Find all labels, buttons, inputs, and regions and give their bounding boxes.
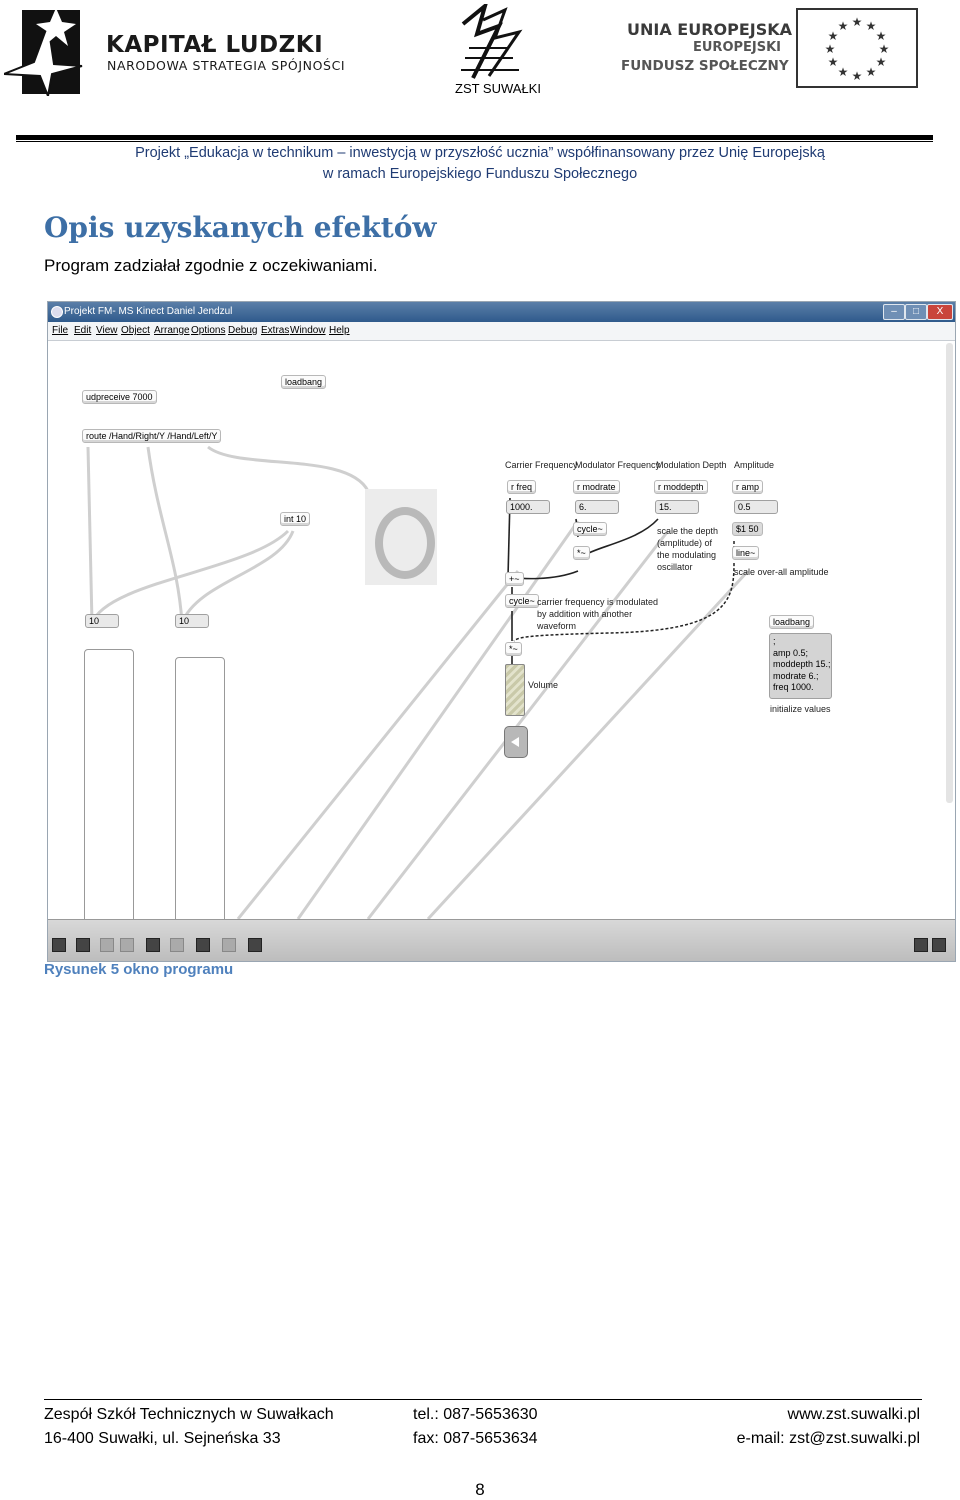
amp-message-box[interactable]: $1 50 <box>732 522 763 536</box>
footer-tel: tel.: 087-5653630 <box>413 1406 538 1423</box>
info-icon[interactable] <box>170 938 184 952</box>
footer-email-link[interactable]: e-mail: zst@zst.suwalki.pl <box>736 1430 920 1447</box>
svg-text:★: ★ <box>851 15 863 29</box>
initialize-values-comment: initialize values <box>770 704 831 714</box>
page-number: 8 <box>475 1480 485 1499</box>
kapital-ludzki-star-icon <box>4 4 84 96</box>
footer-school: Zespół Szkół Technicznych w Suwałkach <box>44 1406 334 1423</box>
minimize-button[interactable]: – <box>883 304 905 320</box>
connection-icon[interactable] <box>100 938 114 952</box>
kapital-ludzki-title: KAPITAŁ LUDZKI <box>106 32 324 58</box>
eu-title: UNIA EUROPEJSKA <box>627 20 793 39</box>
patcher-view-icon[interactable] <box>914 938 928 952</box>
grid-icon[interactable] <box>222 938 236 952</box>
dsp-icon[interactable] <box>248 938 262 952</box>
carrier-frequency-label: Carrier Frequency <box>505 460 578 470</box>
menu-view[interactable]: View <box>96 325 118 336</box>
svg-text:★: ★ <box>865 19 877 33</box>
modulation-depth-label: Modulation Depth <box>656 460 727 470</box>
amplitude-label: Amplitude <box>734 460 775 470</box>
program-window-screenshot <box>47 301 956 962</box>
maximize-button[interactable]: □ <box>905 304 927 320</box>
header-rule-thin <box>16 141 933 142</box>
modulator-cycle-object[interactable]: cycle~ <box>573 522 607 536</box>
slider-right[interactable] <box>175 657 225 923</box>
carrier-cycle-object[interactable]: cycle~ <box>505 594 539 608</box>
receive-modrate-object[interactable]: r modrate <box>573 480 620 494</box>
lock-icon[interactable] <box>52 938 66 952</box>
body-paragraph: Program zadziałał zgodnie z oczekiwaniami. <box>44 256 378 275</box>
svg-text:★: ★ <box>837 65 849 79</box>
vertical-scrollbar[interactable] <box>946 343 953 803</box>
depth-comment: scale the depth (amplitude) of the modulating oscillator <box>657 526 719 572</box>
svg-text:★: ★ <box>875 29 887 43</box>
receive-moddepth-object[interactable]: r moddepth <box>654 480 708 494</box>
loadbang-object[interactable]: loadbang <box>281 375 326 389</box>
line-object[interactable]: line~ <box>732 546 759 560</box>
section-heading: Opis uzyskanych efektów <box>44 211 437 244</box>
number-box-right[interactable]: 10 <box>175 614 209 628</box>
audio-icon[interactable] <box>196 938 210 952</box>
eu-flag <box>796 8 918 88</box>
int-object[interactable]: int 10 <box>280 512 310 526</box>
kapital-ludzki-subtitle: NARODOWA STRATEGIA SPÓJNOŚCI <box>107 58 346 73</box>
menu-file[interactable]: File <box>52 325 69 336</box>
slider-left[interactable] <box>84 649 134 923</box>
menu-arrange[interactable]: Arrange <box>154 325 190 336</box>
number-box-left[interactable]: 10 <box>85 614 119 628</box>
footer-address: 16-400 Suwałki, ul. Sejneńska 33 <box>44 1430 281 1447</box>
new-object-icon[interactable] <box>76 938 90 952</box>
init-line-4: freq 1000. <box>773 682 814 692</box>
svg-text:★: ★ <box>851 69 863 83</box>
init-message-box[interactable] <box>769 633 832 699</box>
volume-label: Volume <box>528 680 559 690</box>
app-icon <box>51 306 63 318</box>
loadbang-init-object[interactable]: loadbang <box>769 615 814 629</box>
receive-freq-object[interactable]: r freq <box>507 480 536 494</box>
modulator-frequency-label: Modulator Frequency <box>575 460 661 470</box>
menu-debug[interactable]: Debug <box>228 325 258 336</box>
footer-www-link[interactable]: www.zst.suwalki.pl <box>787 1406 920 1423</box>
menu-edit[interactable]: Edit <box>74 325 92 336</box>
figure-caption: Rysunek 5 okno programu <box>44 961 234 978</box>
modulator-multiply-object[interactable]: *~ <box>573 546 590 560</box>
init-line-1: amp 0.5; <box>773 647 809 658</box>
svg-text:★: ★ <box>827 29 839 43</box>
amp-number-box[interactable]: 0.5 <box>734 500 778 514</box>
footer-fax: fax: 087-5653634 <box>413 1430 538 1447</box>
svg-text:★: ★ <box>837 19 849 33</box>
presentation-view-icon[interactable] <box>932 938 946 952</box>
svg-text:★: ★ <box>824 42 836 56</box>
moddepth-number-box[interactable]: 15. <box>655 500 699 514</box>
volume-gain-slider[interactable] <box>505 664 525 716</box>
freq-number-box[interactable]: 1000. <box>506 500 550 514</box>
menu-object[interactable]: Object <box>121 325 150 336</box>
init-line-0: ; <box>773 636 776 646</box>
route-object[interactable]: route /Hand/Right/Y /Hand/Left/Y <box>82 429 221 443</box>
patcher-toolbar <box>48 919 955 962</box>
svg-text:★: ★ <box>878 42 890 56</box>
init-line-3: modrate 6.; <box>773 670 819 681</box>
svg-text:★: ★ <box>865 65 877 79</box>
presentation-icon[interactable] <box>146 938 160 952</box>
close-button[interactable]: X <box>927 304 953 320</box>
header-rule <box>16 135 933 140</box>
zst-emblem-icon <box>455 4 525 80</box>
eu-stars-icon <box>796 8 918 88</box>
patch-canvas[interactable] <box>48 341 955 919</box>
receive-amp-object[interactable]: r amp <box>732 480 763 494</box>
zst-logo-label: ZST SUWAŁKI <box>455 81 541 96</box>
footer-rule <box>44 1399 922 1400</box>
output-multiply-object[interactable]: *~ <box>505 642 522 656</box>
modrate-number-box[interactable]: 6. <box>575 500 619 514</box>
delete-icon[interactable] <box>120 938 134 952</box>
eu-subtitle-1: EUROPEJSKI <box>693 40 782 55</box>
window-titlebar <box>48 302 955 322</box>
eu-subtitle-2: FUNDUSZ SPOŁECZNY <box>621 58 789 74</box>
project-line-1: Projekt „Edukacja w technikum – inwestycją w przyszłość ucznia” współfinansowany przez Unię Europejską <box>135 145 825 161</box>
speaker-icon[interactable] <box>504 726 528 758</box>
zst-logo <box>455 4 525 80</box>
menu-extras[interactable]: Extras <box>261 325 290 336</box>
menu-options[interactable]: Options <box>191 325 226 336</box>
window-title: Projekt FM- MS Kinect Daniel Jendzul <box>64 306 233 317</box>
svg-text:★: ★ <box>827 55 839 69</box>
udpreceive-object[interactable]: udpreceive 7000 <box>82 390 157 404</box>
dial-widget[interactable] <box>365 489 437 585</box>
plus-object[interactable]: +~ <box>505 572 524 586</box>
overall-amplitude-comment: scale over-all amplitude <box>734 567 829 577</box>
project-line-2: w ramach Europejskiego Funduszu Społecznego <box>322 166 638 182</box>
menu-window[interactable]: Window <box>290 325 326 336</box>
svg-text:★: ★ <box>875 55 887 69</box>
carrier-comment: carrier frequency is modulated by addition with another waveform <box>537 597 659 631</box>
menu-bar <box>48 322 955 341</box>
menu-help[interactable]: Help <box>329 325 350 336</box>
init-line-2: moddepth 15.; <box>773 659 831 669</box>
